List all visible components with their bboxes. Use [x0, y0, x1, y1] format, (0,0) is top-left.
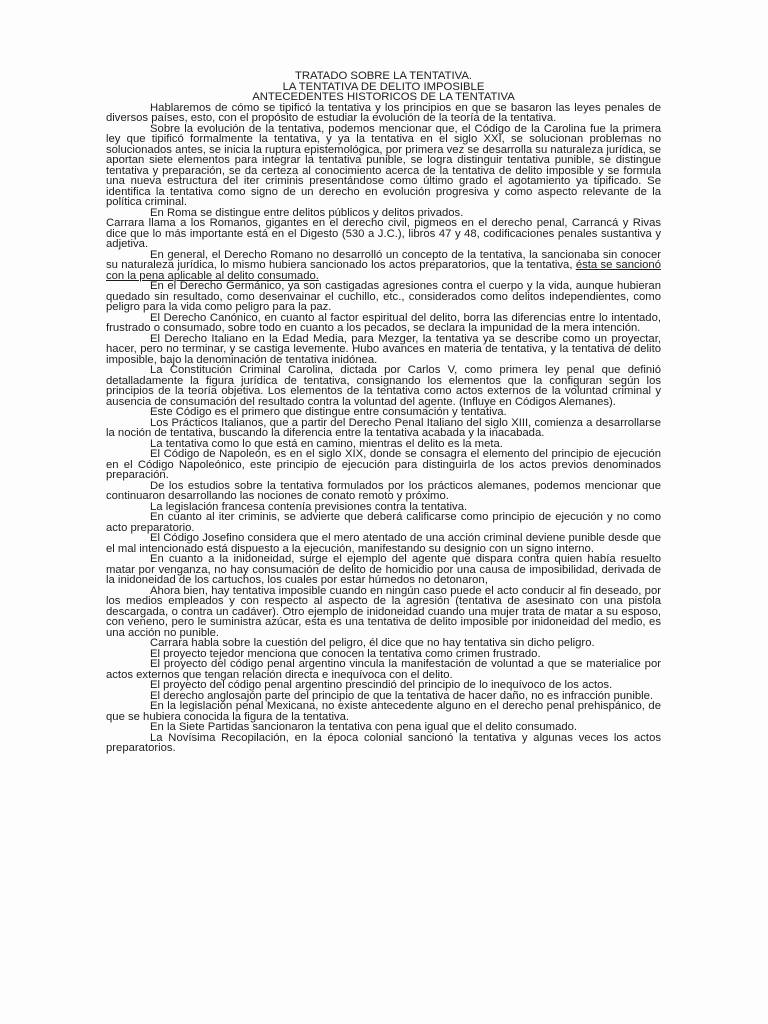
paragraph-8: El Derecho Italiano en la Edad Media, para Mezger, la tentativa ya se describe como un proyectar, hacer, pero no terminar, y se castiga levemente. Hubo avances en materia de tentativa, y la tentativa de delito imposible, bajo la denominación de tentativa inidónea.: [106, 332, 661, 366]
paragraph-1: Hablaremos de cómo se tipificó la tentativa y los principios en que se basaron las leyes penales de diversos países, esto, con el propósito de estudiar la evolución de la teoría de la tentativa.: [106, 101, 661, 124]
paragraph-18: En cuanto a la inidoneidad, surge el ejemplo del agente que dispara contra quien había resuelto matar por venganza, no hay consumación de delito de homicidio por una causa de imposibilidad, derivada de la inidoneidad de los cartuchos, los cuales por estar húmedos no detonaron,: [106, 553, 661, 586]
document-title: TRATADO SOBRE LA TENTATIVA.: [294, 70, 472, 82]
paragraph-6: En el Derecho Germánico, ya son castigadas agresiones contra el cuerpo y la vida, aunque hubieran quedado sin resultado, como desenvainar el cuchillo, etc., considerados como delitos independientes, como peligro para la vida como peligro para la paz.: [106, 280, 661, 313]
paragraph-16: En cuanto al iter criminis, se advierte que deberá calificarse como principio de ejecución y no como acto preparatorio.: [106, 511, 661, 534]
paragraph-5-text: En general, el Derecho Romano no desarrolló un concepto de la tentativa, la sancionaba sin conocer su naturaleza jurídica, lo mismo hubiera sancionado los actos preparatorios, que la tentativa,: [106, 248, 661, 271]
paragraph-12: La tentativa como lo que está en camino, mientras el delito es la meta.: [150, 437, 503, 450]
paragraph-5: [106, 250, 661, 282]
paragraph-22: El proyecto del código penal argentino vincula la manifestación de voluntad a que se materialice por actos externos que tengan relación directa e inequívoca con el delito.: [106, 658, 661, 681]
section-heading: ANTECEDENTES HISTORICOS DE LA TENTATIVA: [252, 91, 515, 103]
underlined-passage: ésta se sancionó con la pena aplicable al delito consumado.: [106, 259, 661, 282]
paragraph-17: El Código Josefino considera que el mero atentado de una acción criminal deviene punible desde que el mal intencionado está dispuesto a la ejecución, manifestando su designio con un signo interno.: [106, 532, 661, 555]
paragraph-11: Los Prácticos Italianos, que a partir del Derecho Penal Italiano del siglo XIII, comienza a desarrollarse la noción de tentativa, buscando la diferencia entre la tentativa acabada y la inacabada.: [106, 416, 661, 439]
paragraph-13: El Código de Napoleón, es en el siglo XIX, donde se consagra el elemento del principio de ejecución en el Código Napoleónico, este principio de ejecución para distinguirla de los actos previos denominados preparación.: [106, 448, 661, 481]
paragraph-10: Este Código es el primero que distingue entre consumación y tentativa.: [150, 406, 507, 418]
paragraph-25: En la legislación penal Mexicana, no existe antecedente alguno en el derecho penal prehispánico, de que se hubiera conocida la figura de la tentativa.: [106, 700, 661, 723]
paragraph-26: En la Siete Partidas sancionaron la tentativa con pena igual que el delito consumado.: [150, 721, 578, 733]
paragraph-7: El Derecho Canónico, en cuanto al factor espiritual del delito, borra las diferencias entre lo intentado, frustrado o consumado, sobre todo en cuanto a los pecados, se declara la impunidad de la mera intención.: [106, 311, 661, 334]
paragraph-24: El derecho anglosajón parte del principio de que la tentativa de hacer daño, no es infracción punible.: [150, 689, 654, 702]
paragraph-15: La legislación francesa contenía previsiones contra la tentativa.: [150, 500, 468, 513]
document-subtitle: LA TENTATIVA DE DELITO IMPOSIBLE: [282, 80, 485, 93]
paragraph-21: El proyecto tejedor menciona que conocen la tentativa como crimen frustrado.: [150, 647, 541, 660]
paragraph-19: Ahora bien, hay tentativa imposible cuando en ningún caso puede el acto conducir al fin deseado, por los medios empleados y con respecto al aspecto de la agresión (tentativa de asesinato con una pistola descargada, o contra un cadáver). Otro ejemplo de inidoneidad cuando una mujer trata de matar a su esposo, con veneno, pero le suministra azúcar, esta es una tentativa de delito imposible por inidoneidad del medio, es una acción no punible.: [106, 584, 661, 639]
paragraph-14: De los estudios sobre la tentativa formulados por los prácticos alemanes, podemos mencionar que continuaron desarrollando las nociones de conato remoto y próximo.: [106, 479, 661, 502]
paragraph-2: Sobre la evolución de la tentativa, podemos mencionar que, el Código de la Carolina fue la primera ley que tipificó formalmente la tentativa, y ya la tentativa en el siglo XXI, se solucionan problemas no solucionados antes, se inicia la ruptura epistemológica, por primera vez se desarrolla su naturaleza jurídica, se aportan siete elementos para integrar la tentativa punible, se logra distinguir tentativa punible, se distingue tentativa y preparación, se da certeza al conocimiento acerca de la tentativa de delito imposible y se formula una nueva estructura del iter criminis presentándose como último grado el agotamiento ya tipificado. Se identifica la tentativa como signo de un derecho en evolución progresiva y como aspecto relevante de la política criminal.: [106, 122, 661, 208]
paragraph-27: La Novísima Recopilación, en la época colonial sancionó la tentativa y algunas veces los actos preparatorios.: [106, 731, 661, 754]
document-body: [106, 71, 661, 754]
paragraph-23: El proyecto del código penal argentino prescindió del principio de lo inequívoco de los actos.: [150, 679, 613, 691]
paragraph-20: Carrara habla sobre la cuestión del peligro, él dice que no hay tentativa sin dicho peligro.: [150, 637, 595, 649]
paragraph-9: La Constitución Criminal Carolina, dictada por Carlos V, como primera ley penal que definió detalladamente la figura jurídica de tentativa, consignando los elementos que la configuran según los principios de la teoría objetiva. Los elementos de la tentativa como actos externos de la voluntad criminal y ausencia de consumación del resultado contra la voluntad del agente. (Influye en Códigos Alemanes).: [106, 364, 661, 408]
paragraph-3: En Roma se distingue entre delitos públicos y delitos privados.: [150, 206, 464, 219]
paragraph-4: Carrara llama a los Romanos, gigantes en el derecho civil, pigmeos en el derecho penal, Carrancá y Rivas dice que lo más importante está en el Digesto (530 a J.C.), libros 47 y 48, codificaciones penales sustantiva y adjetiva.: [106, 217, 661, 250]
